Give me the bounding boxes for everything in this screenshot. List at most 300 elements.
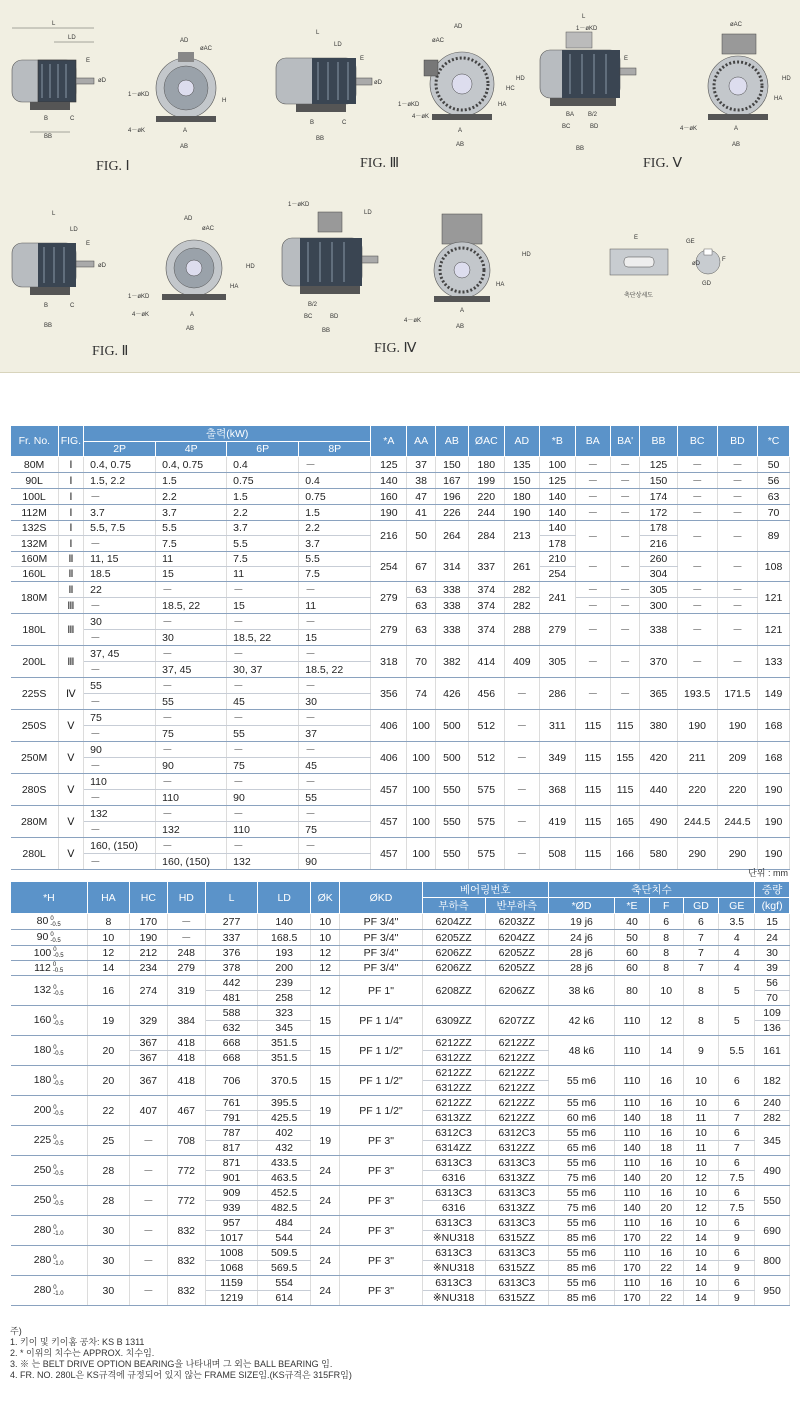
mounting-table-cell xyxy=(11,1246,88,1276)
mounting-table-cell: 772 xyxy=(167,1186,205,1216)
frame-table-cell: 75 xyxy=(299,822,371,838)
frame-table-cell: － xyxy=(227,838,299,854)
mounting-table-cell: 6206ZZ xyxy=(485,976,548,1006)
fig2-label: FIG. Ⅱ xyxy=(92,344,129,359)
mounting-table-cell: 6313C3 xyxy=(422,1246,485,1261)
frame-table-cell: 200L xyxy=(11,646,59,678)
mounting-table-cell: 337 xyxy=(205,930,258,946)
mounting-table-cell: 418 xyxy=(167,1036,205,1051)
mounting-table-cell: 22 xyxy=(649,1291,683,1306)
mounting-table-cell: 19 xyxy=(310,1096,339,1126)
frame-table-cell: － xyxy=(677,614,717,646)
frame-table-cell: 3.7 xyxy=(227,521,299,536)
unit-label: 단위 : mm xyxy=(748,868,788,878)
mounting-table-cell: PF 3" xyxy=(340,1216,422,1246)
frame-table-cell: － xyxy=(575,552,610,582)
frame-table-cell: 180 xyxy=(468,457,504,473)
mounting-table-cell: 11 xyxy=(683,1141,719,1156)
mounting-table-cell: 10 xyxy=(87,930,129,946)
frame-table-cell: Ⅱ xyxy=(58,552,83,567)
frame-table-cell: 0.75 xyxy=(227,473,299,489)
frame-table-cell: 30, 37 xyxy=(227,662,299,678)
frame-table-cell: 37, 45 xyxy=(156,662,227,678)
frame-table-cell: 500 xyxy=(435,742,468,774)
th-L: L xyxy=(205,882,258,914)
mounting-table-cell: 6315ZZ xyxy=(485,1261,548,1276)
tolerance-lower: -1.0 xyxy=(53,1290,64,1297)
mounting-table-cell: 482.5 xyxy=(258,1201,311,1216)
mounting-table-cell: 170 xyxy=(129,914,167,930)
mounting-table-cell: 8 xyxy=(649,961,683,976)
frame-table-cell: 365 xyxy=(640,678,677,710)
frame-table-cell: － xyxy=(156,742,227,758)
dim-BB-5: BB xyxy=(576,146,585,152)
frame-table-cell: 261 xyxy=(504,552,539,582)
mounting-table-cell: 832 xyxy=(167,1216,205,1246)
mounting-table-cell: － xyxy=(129,1126,167,1156)
frame-table-row xyxy=(11,678,790,694)
frame-table-cell: － xyxy=(227,742,299,758)
mounting-table-cell xyxy=(11,1126,88,1156)
mounting-table-cell: 20 xyxy=(649,1171,683,1186)
mounting-table-cell: 418 xyxy=(167,1051,205,1066)
th-LD: LD xyxy=(258,882,311,914)
frame-table-cell: 160, (150) xyxy=(84,838,156,854)
th-H: *H xyxy=(11,882,88,914)
mounting-table-cell: 772 xyxy=(167,1156,205,1186)
frame-table-cell: 280M xyxy=(11,806,59,838)
frame-table-cell: － xyxy=(575,678,610,710)
th-BA2: BA' xyxy=(610,426,640,457)
mounting-table-cell: 761 xyxy=(205,1096,258,1111)
note-3: 3. ※ 는 BELT DRIVE OPTION BEARING을 나타내며 그 외는 BALL BEARING 임. xyxy=(10,1359,333,1369)
mounting-table-cell: 4 xyxy=(719,930,755,946)
frame-table-cell: 279 xyxy=(371,582,407,614)
mounting-table-cell: 6207ZZ xyxy=(485,1006,548,1036)
frame-table-cell: 550 xyxy=(435,806,468,838)
frame-table-cell: 338 xyxy=(435,582,468,598)
frame-table-cell: 440 xyxy=(640,774,677,806)
frame-table-cell: － xyxy=(610,598,640,614)
tolerance xyxy=(53,962,63,974)
th-HC: HC xyxy=(129,882,167,914)
mounting-table-cell: 12 xyxy=(310,976,339,1006)
mounting-table-cell: 6316 xyxy=(422,1171,485,1186)
mounting-table-cell: 9 xyxy=(719,1291,755,1306)
frame-table-cell: 132 xyxy=(84,806,156,822)
mounting-table-cell: 6313C3 xyxy=(485,1246,548,1261)
tolerance-upper: 0 xyxy=(53,1284,57,1291)
mounting-table-cell: 39 xyxy=(755,961,790,976)
dim-BB: BB xyxy=(44,134,53,140)
mounting-table-cell: － xyxy=(129,1216,167,1246)
mounting-table-cell: 8 xyxy=(649,930,683,946)
mounting-table-cell: PF 3/4" xyxy=(340,961,422,976)
frame-table-cell: 3.7 xyxy=(299,536,371,552)
mounting-table-cell: 6315ZZ xyxy=(485,1231,548,1246)
mounting-table-cell: 569.5 xyxy=(258,1261,311,1276)
frame-table-cell: 18.5, 22 xyxy=(299,662,371,678)
frame-table-cell: 456 xyxy=(468,678,504,710)
frame-table-cell: 512 xyxy=(468,742,504,774)
frame-table-cell: 338 xyxy=(435,614,468,646)
frame-table-cell: 211 xyxy=(677,742,717,774)
frame-table-cell: － xyxy=(84,822,156,838)
frame-table-cell: － xyxy=(575,457,610,473)
frame-table-cell: 575 xyxy=(468,806,504,838)
frame-table-row xyxy=(11,710,790,726)
frame-height-value: 280 xyxy=(33,1224,52,1237)
frame-table-cell: 15 xyxy=(299,630,371,646)
mounting-table-cell: 6212ZZ xyxy=(485,1111,548,1126)
mounting-table-cell: 6313C3 xyxy=(422,1276,485,1291)
mounting-table-cell: 7 xyxy=(683,961,719,976)
dim-B2-5: B/2 xyxy=(588,112,598,118)
th-AA: AA xyxy=(407,426,436,457)
frame-table-cell: － xyxy=(717,614,757,646)
mounting-table-cell: PF 3" xyxy=(340,1246,422,1276)
frame-table-cell: － xyxy=(504,678,539,710)
frame-table-cell: Ⅴ xyxy=(58,774,83,806)
dim-E-3: E xyxy=(360,56,365,62)
frame-table-cell: 115 xyxy=(575,774,610,806)
mounting-table-cell: 425.5 xyxy=(258,1111,311,1126)
mounting-table-cell: 6313C3 xyxy=(422,1186,485,1201)
mounting-table-cell: 48 k6 xyxy=(548,1036,614,1066)
frame-table-cell: 580 xyxy=(640,838,677,870)
mounting-table-cell: 9 xyxy=(719,1261,755,1276)
mounting-table-cell: 7 xyxy=(719,1141,755,1156)
fig5-front-drawing xyxy=(680,20,795,155)
frame-table-cell: 110 xyxy=(84,774,156,790)
dim-L-3: L xyxy=(316,30,320,36)
tolerance-lower: -0.5 xyxy=(50,937,61,944)
frame-height-value: 200 xyxy=(33,1104,52,1117)
mounting-table-cell: 6212ZZ xyxy=(485,1036,548,1051)
mounting-table-cell: 109 xyxy=(755,1006,790,1021)
frame-table-cell: 2.2 xyxy=(299,521,371,536)
frame-table-cell: － xyxy=(299,742,371,758)
mounting-table-cell: 6212ZZ xyxy=(422,1066,485,1081)
frame-table-cell: 0.75 xyxy=(299,489,371,505)
mounting-table-cell: 6203ZZ xyxy=(485,914,548,930)
frame-table-cell: 406 xyxy=(371,710,407,742)
frame-table-cell: 11 xyxy=(227,567,299,582)
frame-table-cell: 115 xyxy=(575,806,610,838)
dim-GD-shaft: GD xyxy=(702,281,711,287)
frame-table-cell: 216 xyxy=(371,521,407,552)
mounting-table-cell: 4 xyxy=(719,961,755,976)
mounting-table-cell: 22 xyxy=(649,1261,683,1276)
mounting-table-cell: 16 xyxy=(649,1126,683,1141)
mounting-table-cell: 668 xyxy=(205,1036,258,1051)
frame-table-cell: 67 xyxy=(407,552,436,582)
mounting-dimension-table xyxy=(10,881,790,1306)
tolerance xyxy=(53,1135,63,1147)
frame-table-cell: 196 xyxy=(435,489,468,505)
dim-D-3: øD xyxy=(374,80,382,86)
mounting-table-cell: 6 xyxy=(719,1246,755,1261)
frame-table-cell: 226 xyxy=(435,505,468,521)
frame-table-cell: 11 xyxy=(299,598,371,614)
frame-table-cell: 125 xyxy=(539,473,575,489)
frame-table-cell: 47 xyxy=(407,489,436,505)
frame-height-value: 180 xyxy=(33,1074,52,1087)
frame-table-row xyxy=(11,806,790,822)
frame-table-cell: 140 xyxy=(539,505,575,521)
mounting-table-cell: － xyxy=(167,930,205,946)
mounting-table-cell: 80 xyxy=(615,976,650,1006)
mounting-table-cell: 7 xyxy=(683,930,719,946)
mounting-table-cell: 55 m6 xyxy=(548,1066,614,1096)
mounting-table-cell: 6212ZZ xyxy=(422,1036,485,1051)
fig1-side-drawing xyxy=(8,10,118,140)
th-GE: GE xyxy=(719,898,755,914)
mounting-table-cell: 791 xyxy=(205,1111,258,1126)
fig3-front-drawing xyxy=(398,20,528,155)
frame-table-cell: 90 xyxy=(299,854,371,870)
frame-table-cell: 75 xyxy=(227,758,299,774)
mounting-table-cell: 18 xyxy=(649,1111,683,1126)
frame-table-cell: － xyxy=(504,806,539,838)
tolerance xyxy=(50,932,60,944)
mounting-table-cell: 12 xyxy=(310,961,339,976)
frame-table-cell: － xyxy=(610,614,640,646)
frame-table-row xyxy=(11,457,790,473)
frame-height-value: 112 xyxy=(34,961,51,974)
th-HA: HA xyxy=(87,882,129,914)
mounting-table-cell: 345 xyxy=(755,1126,790,1156)
mounting-table-cell: 11 xyxy=(683,1111,719,1126)
frame-table-cell: 115 xyxy=(575,838,610,870)
frame-table-cell: Ⅲ xyxy=(58,646,83,678)
tolerance-lower: -0.5 xyxy=(53,1050,64,1057)
tolerance-lower: -1.0 xyxy=(53,1230,64,1237)
frame-table-cell: 305 xyxy=(539,646,575,678)
frame-table-cell: 304 xyxy=(640,567,677,582)
frame-table-row xyxy=(11,646,790,662)
frame-table-cell: － xyxy=(227,582,299,598)
dim-A-3: A xyxy=(458,128,463,134)
frame-table-cell: 90L xyxy=(11,473,59,489)
mounting-table-cell: 30 xyxy=(87,1276,129,1306)
mounting-table-cell: 10 xyxy=(683,1216,719,1231)
frame-table-cell: 3.7 xyxy=(84,505,156,521)
frame-table-cell: 254 xyxy=(539,567,575,582)
mounting-table-cell: 6205ZZ xyxy=(422,930,485,946)
frame-table-cell: Ⅰ xyxy=(58,457,83,473)
mounting-table-cell: PF 3" xyxy=(340,1156,422,1186)
frame-table-cell: 100L xyxy=(11,489,59,505)
frame-table-cell: － xyxy=(299,838,371,854)
frame-table-cell: － xyxy=(610,505,640,521)
frame-table-cell: － xyxy=(717,521,757,552)
mounting-table-cell: 6204ZZ xyxy=(422,914,485,930)
frame-table-cell: － xyxy=(227,774,299,790)
mounting-table-cell: 9 xyxy=(719,1231,755,1246)
mounting-table-cell: 170 xyxy=(615,1261,650,1276)
mounting-table-cell: PF 3/4" xyxy=(340,914,422,930)
th-weight-unit: (kgf) xyxy=(755,898,790,914)
frame-table-cell: 115 xyxy=(575,742,610,774)
frame-table-cell: 56 xyxy=(758,473,790,489)
frame-table-cell: 220 xyxy=(677,774,717,806)
frame-table-cell: 0.4, 0.75 xyxy=(84,457,156,473)
mounting-table-cell: 442 xyxy=(205,976,258,991)
mounting-table-cell: 30 xyxy=(87,1216,129,1246)
frame-table-cell: － xyxy=(610,489,640,505)
frame-table-cell: 550 xyxy=(435,838,468,870)
frame-table-cell: 550 xyxy=(435,774,468,806)
dim-HA-4: HA xyxy=(496,282,505,288)
mounting-table-row xyxy=(11,1186,790,1201)
mounting-table-row xyxy=(11,1066,790,1081)
frame-height-value: 160 xyxy=(33,1014,52,1027)
dim-AB: AB xyxy=(180,144,189,150)
mounting-table-cell xyxy=(11,946,88,961)
th-HD: HD xyxy=(167,882,205,914)
tolerance xyxy=(53,947,63,959)
mounting-table-cell: － xyxy=(129,1246,167,1276)
mounting-table-cell: 6 xyxy=(719,1156,755,1171)
frame-table-cell: 7.5 xyxy=(156,536,227,552)
frame-table-cell: 284 xyxy=(468,521,504,552)
mounting-table-cell: PF 1 1/4" xyxy=(340,1006,422,1036)
frame-table-cell: Ⅱ xyxy=(58,567,83,582)
frame-table-cell: 70 xyxy=(407,646,436,678)
dim-D-2: øD xyxy=(98,263,106,269)
th-AB: AB xyxy=(435,426,468,457)
dim-LD-3: LD xyxy=(334,42,342,48)
th-K: ØK xyxy=(310,882,339,914)
mounting-table-row xyxy=(11,1156,790,1171)
mounting-table-cell: 110 xyxy=(615,1126,650,1141)
mounting-table-cell: 7.5 xyxy=(719,1201,755,1216)
frame-table-cell: 132 xyxy=(156,822,227,838)
mounting-table-cell: 55 m6 xyxy=(548,1276,614,1291)
th-E: *E xyxy=(615,898,650,914)
mounting-table-cell: 8 xyxy=(87,914,129,930)
mounting-table-cell: 28 j6 xyxy=(548,946,614,961)
frame-table-cell: 167 xyxy=(435,473,468,489)
mounting-table-cell: 22 xyxy=(87,1096,129,1126)
mounting-table-cell: 140 xyxy=(615,1171,650,1186)
mounting-table-cell: 24 xyxy=(310,1216,339,1246)
mounting-table-cell: 351.5 xyxy=(258,1051,311,1066)
frame-table-cell: 300 xyxy=(640,598,677,614)
mounting-table-cell: 190 xyxy=(129,930,167,946)
frame-table-cell: 282 xyxy=(504,582,539,598)
tolerance-lower: -0.5 xyxy=(53,1110,64,1117)
fig5-label: FIG. Ⅴ xyxy=(643,156,683,171)
mounting-table-row xyxy=(11,930,790,946)
dim-AC-5: øAC xyxy=(730,22,742,28)
mounting-table-row xyxy=(11,1126,790,1141)
frame-table-cell: － xyxy=(575,489,610,505)
frame-table-cell: 112M xyxy=(11,505,59,521)
frame-table-cell: 70 xyxy=(758,505,790,521)
dim-C: C xyxy=(70,116,75,122)
mounting-table-cell: 24 xyxy=(310,1246,339,1276)
mounting-table-cell: 6212ZZ xyxy=(485,1081,548,1096)
dim-HA-5: HA xyxy=(774,96,783,102)
dim-E-2: E xyxy=(86,241,91,247)
frame-table-cell: 279 xyxy=(539,614,575,646)
tolerance xyxy=(53,1165,63,1177)
mounting-table-cell: 6313C3 xyxy=(485,1276,548,1291)
mounting-table-cell: 6313C3 xyxy=(485,1156,548,1171)
frame-table-cell: 174 xyxy=(640,489,677,505)
mounting-table-cell: 193 xyxy=(258,946,311,961)
mounting-table-cell: 351.5 xyxy=(258,1036,311,1051)
mounting-table-cell: 28 xyxy=(87,1186,129,1216)
note-1: 1. 키이 및 키이홈 공차: KS B 1311 xyxy=(10,1337,145,1347)
mounting-table-cell: 282 xyxy=(755,1111,790,1126)
mounting-table-cell: 12 xyxy=(310,946,339,961)
frame-height-value: 280 xyxy=(33,1254,52,1267)
mounting-table-cell: 550 xyxy=(755,1186,790,1216)
mounting-table-cell: 6313ZZ xyxy=(485,1171,548,1186)
frame-table-cell: 63 xyxy=(407,614,436,646)
mounting-table-cell: 1068 xyxy=(205,1261,258,1276)
frame-table-cell: 260 xyxy=(640,552,677,567)
dim-LD-2: LD xyxy=(70,227,78,233)
mounting-table-cell: 110 xyxy=(615,1276,650,1291)
frame-table-row xyxy=(11,614,790,630)
mounting-table-cell: 367 xyxy=(129,1036,167,1051)
note-title: 주) xyxy=(10,1326,22,1336)
frame-table-cell: － xyxy=(677,457,717,473)
frame-table-cell: 22 xyxy=(84,582,156,598)
frame-table-row xyxy=(11,505,790,521)
mounting-table-cell: 55 m6 xyxy=(548,1246,614,1261)
frame-table-cell: 457 xyxy=(371,774,407,806)
frame-table-cell: 349 xyxy=(539,742,575,774)
frame-table-cell: 5.5 xyxy=(299,552,371,567)
mounting-table-cell xyxy=(11,1006,88,1036)
mounting-table-cell: 614 xyxy=(258,1291,311,1306)
tolerance-upper: 0 xyxy=(53,1194,57,1201)
frame-table-cell: 135 xyxy=(504,457,539,473)
mounting-table-cell: 16 xyxy=(649,1156,683,1171)
mounting-table-cell: 19 j6 xyxy=(548,914,614,930)
tolerance-upper: 0 xyxy=(53,1224,57,1231)
mounting-table-cell: 6204ZZ xyxy=(485,930,548,946)
frame-table-cell: － xyxy=(299,582,371,598)
frame-table-cell: － xyxy=(717,489,757,505)
tolerance xyxy=(53,985,63,997)
frame-table-cell: 7.5 xyxy=(299,567,371,582)
frame-table-cell: 1.5 xyxy=(156,473,227,489)
mounting-table-cell: 706 xyxy=(205,1066,258,1096)
frame-table-cell: － xyxy=(84,758,156,774)
frame-table-cell: － xyxy=(677,489,717,505)
mounting-table-cell: 55 m6 xyxy=(548,1216,614,1231)
frame-table-cell: 50 xyxy=(758,457,790,473)
mounting-table-cell: 6312C3 xyxy=(422,1126,485,1141)
dim-L-2: L xyxy=(52,211,56,217)
dim-BB-2: BB xyxy=(44,323,53,329)
mounting-table-cell: 110 xyxy=(615,1066,650,1096)
tolerance-upper: 0 xyxy=(50,915,54,922)
mounting-table-cell: 10 xyxy=(683,1156,719,1171)
mounting-table-cell: 708 xyxy=(167,1126,205,1156)
mounting-table-cell: 950 xyxy=(755,1276,790,1306)
mounting-table-cell: 668 xyxy=(205,1051,258,1066)
dim-B-2: B xyxy=(44,303,49,309)
mounting-table-cell: 42 k6 xyxy=(548,1006,614,1036)
mounting-table-cell: 909 xyxy=(205,1186,258,1201)
